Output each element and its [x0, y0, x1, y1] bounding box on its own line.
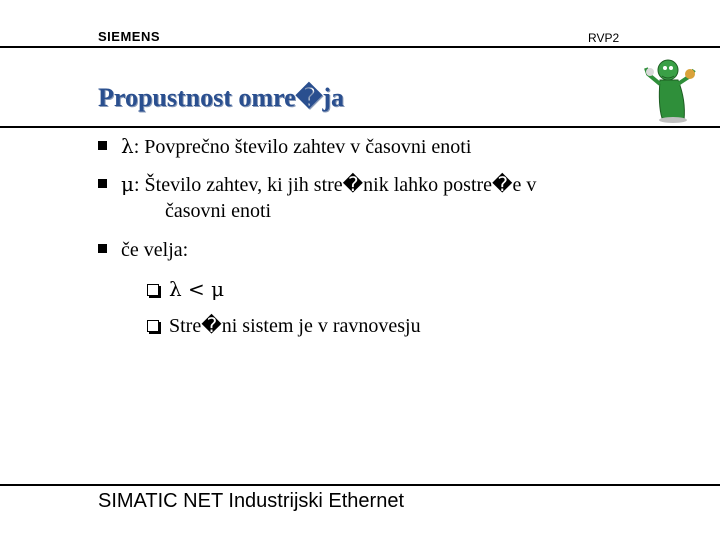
- mascot-figure-icon: [640, 50, 700, 126]
- checkbox-bullet-icon: [147, 284, 159, 296]
- bullet-text: če velja:: [121, 239, 189, 261]
- bullet-text: : Število zahtev, ki jih stre�nik lahko postre�e v: [134, 174, 537, 196]
- bullet-mu-continuation: časovni enoti: [165, 200, 272, 222]
- subbullet-text: Stre�ni sistem je v ravnovesju: [169, 315, 421, 337]
- subbullet-equilibrium: [147, 314, 421, 338]
- title-divider: [0, 126, 720, 128]
- bullet-lambda: [98, 134, 471, 159]
- slide-code: RVP2: [588, 31, 620, 45]
- bullet-condition: [98, 238, 188, 262]
- footer-divider: [0, 484, 720, 486]
- bullet-square-icon: [98, 244, 107, 253]
- footer-text: SIMATIC NET Industrijski Ethernet: [98, 490, 405, 512]
- lambda-symbol: λ: [121, 134, 134, 158]
- bullet-mu: [98, 172, 536, 197]
- siemens-logo: SIEMENS: [98, 29, 161, 44]
- checkbox-bullet-icon: [147, 320, 159, 332]
- mu-symbol: μ: [121, 172, 134, 196]
- bullet-text: : Povprečno število zahtev v časovni enoti: [133, 136, 472, 158]
- bullet-square-icon: [98, 179, 107, 188]
- subbullet-text: λ < μ: [169, 277, 225, 301]
- header-divider: [0, 46, 720, 48]
- bullet-square-icon: [98, 141, 107, 150]
- subbullet-inequality: [147, 277, 224, 302]
- slide-title: Propustnost omre�ja: [98, 83, 344, 112]
